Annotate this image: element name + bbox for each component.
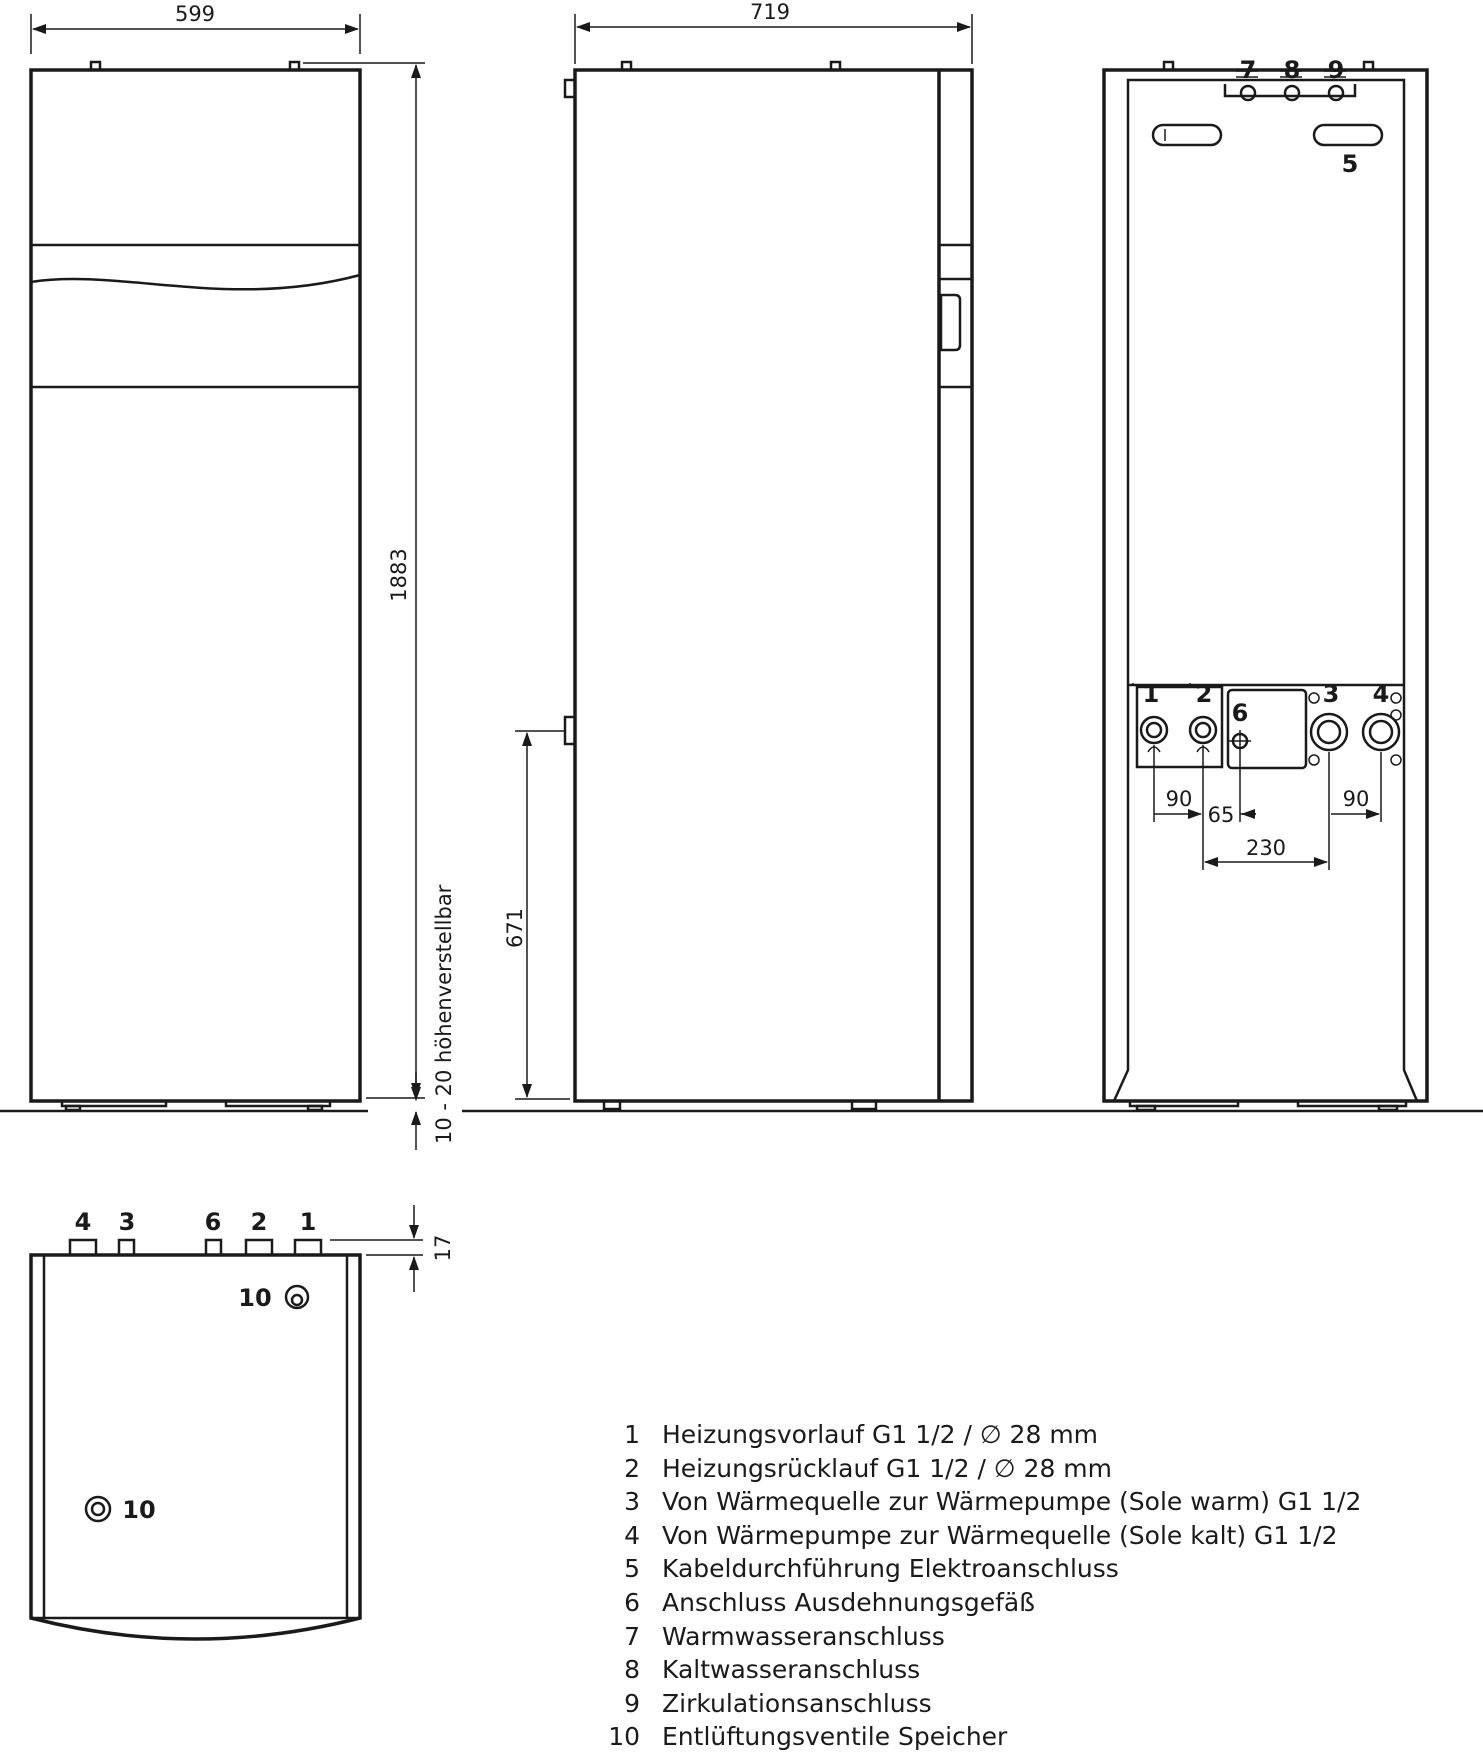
callout-6-back: 6 — [1231, 699, 1249, 727]
legend-text: Von Wärmequelle zur Wärmepumpe (Sole warm) G1 1/2 — [662, 1487, 1362, 1517]
legend-number: 5 — [624, 1554, 640, 1584]
back-spacing-dimensions — [1154, 745, 1381, 870]
back-callouts — [1143, 56, 1390, 727]
legend-item — [600, 1519, 1361, 1553]
legend-item — [600, 1687, 1361, 1721]
legend-text: Entlüftungsventile Speicher — [662, 1722, 1008, 1752]
callout-8: 8 — [1283, 56, 1301, 84]
side-view — [565, 62, 972, 1109]
legend-text: Heizungsrücklauf G1 1/2 / ∅ 28 mm — [662, 1453, 1112, 1483]
legend-number: 1 — [624, 1420, 640, 1449]
connection-height-label: 671 — [503, 907, 527, 949]
legend-text: Kaltwasseranschluss — [662, 1655, 921, 1685]
front-view — [31, 62, 360, 1110]
callout-2-back: 2 — [1195, 680, 1213, 708]
legend-number: 8 — [624, 1655, 640, 1685]
top-view — [31, 1240, 360, 1639]
legend-item — [600, 1485, 1361, 1519]
callout-10-top: 10 — [238, 1284, 272, 1312]
legend-number: 6 — [624, 1587, 640, 1617]
callout-6-top: 6 — [204, 1208, 222, 1236]
back-spacing-span-label: 230 — [1245, 836, 1287, 860]
legend-item — [600, 1452, 1361, 1486]
legend-item — [600, 1552, 1361, 1586]
legend-number: 2 — [624, 1453, 640, 1483]
legend-item — [600, 1586, 1361, 1620]
legend-text: Von Wärmepumpe zur Wärmequelle (Sole kalt) G1 1/2 — [662, 1520, 1338, 1550]
callout-2-top: 2 — [250, 1208, 268, 1236]
back-spacing-left-label: 90 — [1165, 787, 1193, 811]
adjustable-feet-label: 10 - 20 höhenverstellbar — [432, 884, 456, 1144]
legend-text: Heizungsvorlauf G1 1/2 / ∅ 28 mm — [662, 1420, 1099, 1449]
top-stub-dimension — [330, 1205, 455, 1292]
callout-4-top: 4 — [74, 1208, 92, 1236]
side-depth-dimension — [575, 0, 972, 64]
side-depth-label: 719 — [749, 0, 791, 24]
legend-item — [600, 1653, 1361, 1687]
legend-number: 9 — [624, 1688, 640, 1718]
adjustable-feet-dimension — [416, 884, 456, 1150]
callout-1-top: 1 — [299, 1208, 317, 1236]
front-width-dimension — [31, 2, 360, 54]
back-spacing-mid-label: 65 — [1207, 803, 1235, 827]
connection-height-dimension — [503, 731, 570, 1099]
front-width-label: 599 — [174, 2, 216, 26]
legend-text: Kabeldurchführung Elektroanschluss — [662, 1554, 1119, 1584]
legend-number: 7 — [624, 1621, 640, 1651]
total-height-label: 1883 — [387, 548, 411, 602]
callout-4-back: 4 — [1372, 680, 1390, 708]
legend-number: 3 — [624, 1487, 640, 1517]
legend-item — [600, 1620, 1361, 1654]
legend-text: Warmwasseranschluss — [662, 1621, 945, 1651]
legend-number: 4 — [624, 1520, 640, 1550]
callout-9: 9 — [1327, 56, 1345, 84]
callout-7: 7 — [1239, 56, 1257, 84]
legend-item — [600, 1418, 1361, 1452]
top-stub-height-label: 17 — [431, 1234, 455, 1262]
legend-number: 10 — [608, 1722, 640, 1752]
legend — [600, 1418, 1361, 1754]
callout-3-top: 3 — [118, 1208, 136, 1236]
callout-5: 5 — [1341, 150, 1359, 178]
back-spacing-right-label: 90 — [1342, 787, 1370, 811]
callout-10-bottom: 10 — [122, 1496, 156, 1524]
legend-text: Anschluss Ausdehnungsgefäß — [662, 1587, 1035, 1617]
legend-text: Zirkulationsanschluss — [662, 1688, 932, 1718]
back-view — [1104, 62, 1427, 1110]
callout-3-back: 3 — [1322, 680, 1340, 708]
callout-1-back: 1 — [1142, 680, 1160, 708]
legend-item — [600, 1720, 1361, 1754]
total-height-dimension — [303, 63, 425, 1098]
